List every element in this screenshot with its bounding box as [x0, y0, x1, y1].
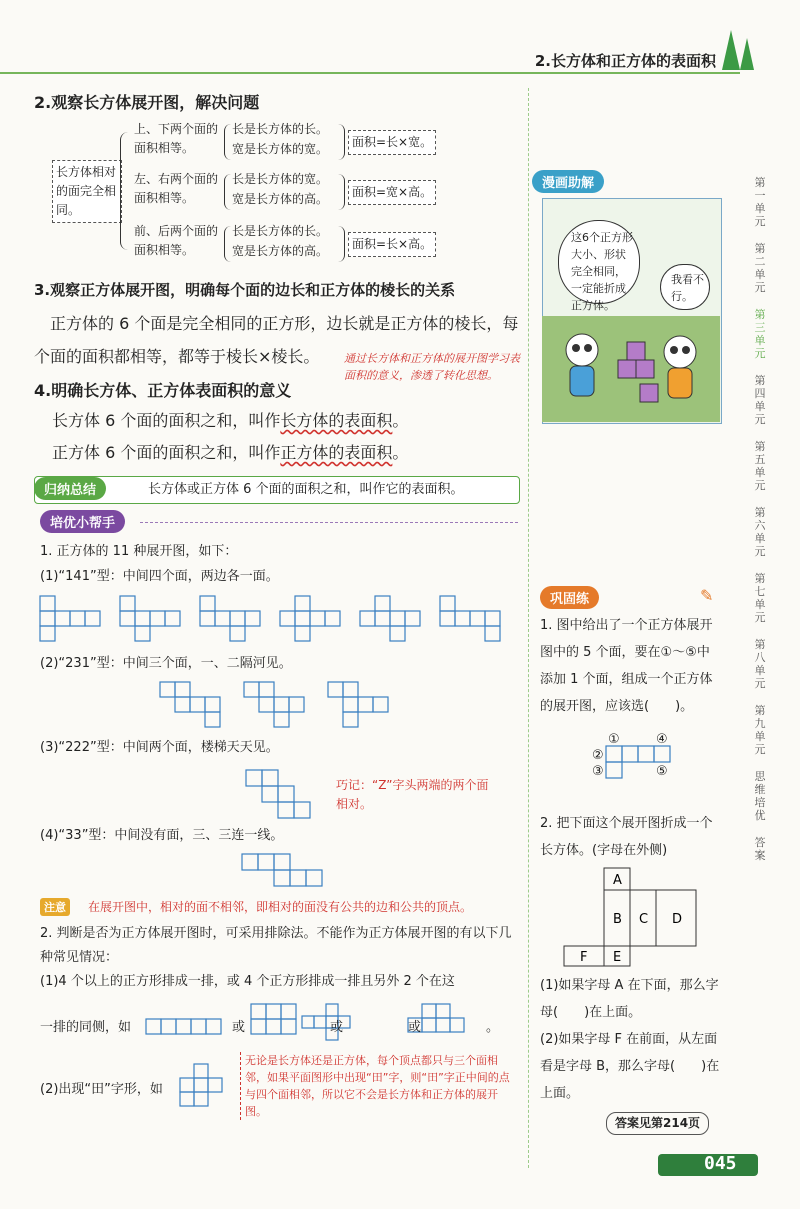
net-square	[135, 611, 150, 626]
net-square	[274, 870, 290, 886]
net-square	[295, 626, 310, 641]
question-2b: (2)如果字母 F 在前面，从左面看是字母 B，那么字母( )在上面。	[540, 1032, 720, 1101]
net-square	[289, 697, 304, 712]
net-square	[251, 1019, 266, 1034]
net-square	[246, 770, 262, 786]
net-square	[328, 682, 343, 697]
net-square	[85, 611, 100, 626]
net-square	[281, 1019, 296, 1034]
net-square	[205, 712, 220, 727]
net-square	[360, 611, 375, 626]
net-square	[258, 854, 274, 870]
q1-net-diagram	[586, 726, 698, 798]
net-square	[266, 1019, 281, 1034]
tree-icon	[722, 30, 740, 70]
net-square	[200, 596, 215, 611]
net-square	[242, 854, 258, 870]
net-square	[436, 1004, 450, 1018]
row-line1: 长是长方体的宽。	[232, 172, 329, 186]
practice-tag: 巩固练	[540, 586, 599, 609]
face-letter: F	[580, 950, 588, 965]
comic-tag: 漫画助解	[532, 170, 604, 193]
net-square	[161, 1019, 176, 1034]
side-tab[interactable]: 答案	[754, 836, 766, 862]
net-square	[120, 611, 135, 626]
net-square	[375, 596, 390, 611]
net-square	[440, 611, 455, 626]
tip-note: 巧记：“Z”字头两端的两个面相对。	[336, 778, 489, 811]
net-square	[485, 626, 500, 641]
net-square	[295, 596, 310, 611]
net-square	[455, 611, 470, 626]
net-square	[281, 1004, 296, 1019]
speech-bubble: 这6个正方形大小、形状完全相同，一定能折成正方体。	[558, 220, 640, 304]
net-square	[40, 611, 55, 626]
brace	[224, 226, 231, 262]
case-2: (2)出现“田”字形，如	[40, 1082, 163, 1097]
net-square	[194, 1064, 208, 1078]
net-square	[343, 712, 358, 727]
net-square	[194, 1092, 208, 1106]
pair-text: 前、后两个面的面积相等。	[134, 224, 219, 257]
net-square	[290, 870, 306, 886]
net-square	[259, 682, 274, 697]
net-square	[390, 626, 405, 641]
net-square	[622, 746, 638, 762]
net-square	[266, 1004, 281, 1019]
side-tab[interactable]: 第四单元	[754, 374, 766, 426]
net-square	[200, 611, 215, 626]
option-label: ③	[592, 764, 604, 779]
net-square	[160, 682, 175, 697]
side-tab[interactable]: 第一单元	[754, 176, 766, 228]
net-square	[606, 746, 622, 762]
net-square	[343, 697, 358, 712]
note-tag: 注意	[40, 898, 70, 916]
definition-end: 。	[392, 443, 409, 462]
net-square	[274, 712, 289, 727]
net-square	[280, 611, 295, 626]
net-square	[208, 1078, 222, 1092]
net-square	[606, 762, 622, 778]
or-text: 或	[330, 1020, 344, 1035]
helper-rule	[140, 522, 518, 523]
net-square	[390, 611, 405, 626]
page-number: 045	[704, 1153, 737, 1174]
net-square	[120, 596, 135, 611]
side-tab[interactable]: 思维培优	[754, 770, 766, 822]
net-square	[165, 611, 180, 626]
net-square	[343, 682, 358, 697]
face-letter: B	[613, 912, 622, 927]
net-square	[440, 596, 455, 611]
net-square	[375, 611, 390, 626]
net-square	[325, 611, 340, 626]
section-4-title: 4.明确长方体、正方体表面积的意义	[34, 381, 292, 400]
section-2-title: 2.观察长方体展开图，解决问题	[34, 93, 260, 112]
face-letter: A	[613, 873, 622, 888]
net-square	[191, 1019, 206, 1034]
side-tab[interactable]: 第七单元	[754, 572, 766, 624]
net-square	[422, 1018, 436, 1032]
row-line2: 宽是长方体的宽。	[232, 142, 329, 156]
helper-tag: 培优小帮手	[40, 510, 125, 533]
net-square	[274, 697, 289, 712]
net-square	[638, 746, 654, 762]
invalid-nets-diagram	[146, 1004, 494, 1050]
net-square	[205, 697, 220, 712]
case-1b: 一排的同侧，如	[40, 1020, 132, 1035]
end-text: 。	[486, 1020, 500, 1035]
net-square	[373, 697, 388, 712]
side-tab[interactable]: 第八单元	[754, 638, 766, 690]
net-square	[135, 626, 150, 641]
net-square	[262, 786, 278, 802]
net-square	[358, 697, 373, 712]
brace	[338, 124, 345, 160]
pair-text: 左、右两个面的面积相等。	[134, 172, 219, 205]
side-tab[interactable]: 第二单元	[754, 242, 766, 294]
definition-text: 正方体 6 个面的面积之和，叫作	[52, 443, 281, 462]
formula-box: 面积=长×宽。	[348, 130, 436, 155]
net-square	[274, 854, 290, 870]
type-33: (4)“33”型：中间没有面，三、三连一线。	[40, 828, 284, 843]
row-line1: 长是长方体的长。	[232, 122, 329, 136]
brace	[224, 174, 231, 210]
net-square	[40, 626, 55, 641]
net-square	[302, 1016, 314, 1028]
net-square	[654, 746, 670, 762]
net-square	[251, 1004, 266, 1019]
speech-bubble: 我看不行。	[660, 264, 710, 310]
definition-term: 正方体的表面积	[280, 443, 393, 462]
q2-net-diagram	[560, 868, 720, 968]
option-label: ①	[608, 732, 620, 747]
net-square	[55, 611, 70, 626]
brace	[224, 124, 231, 160]
net-square	[175, 697, 190, 712]
net-square	[436, 1018, 450, 1032]
brace	[120, 132, 129, 250]
net-square	[146, 1019, 161, 1034]
net-33-diagram	[240, 852, 350, 888]
definition-term: 长方体的表面积	[280, 411, 393, 430]
tian-note: 无论是长方体还是正方体，每个顶点都只与三个面相邻，如果平面图形中出现“田”字，则“田”字正中间的点与四个面相邻，所以它不会是长方体和正方体的展开图。	[240, 1052, 515, 1120]
nets-141-diagram	[40, 592, 520, 648]
type-231: (2)“231”型：中间三个面，一、二隔河见。	[40, 656, 292, 671]
net-square	[190, 697, 205, 712]
or-text: 或	[232, 1020, 246, 1035]
tree-icon	[740, 38, 754, 70]
net-square	[422, 1004, 436, 1018]
summary-text: 长方体或正方体 6 个面的面积之和，叫作它的表面积。	[148, 482, 464, 497]
case-1a: (1)4 个以上的正方形排成一排，或 4 个正方形排成一排且另外 2 个在这	[40, 974, 455, 989]
option-label: ⑤	[656, 764, 668, 779]
option-label: ④	[656, 732, 668, 747]
net-square	[175, 682, 190, 697]
section-3-paragraph: 正方体的 6 个面是完全相同的正方形，边长就是正方体的棱长，每个面的面积都相等，都等于棱长×棱长。	[34, 314, 519, 366]
net-square	[194, 1078, 208, 1092]
face-letter: E	[613, 950, 622, 965]
net-square	[206, 1019, 221, 1034]
formula-box: 面积=宽×高。	[348, 180, 436, 205]
net-square	[314, 1016, 326, 1028]
net-square	[278, 786, 294, 802]
side-tab[interactable]: 第五单元	[754, 440, 766, 492]
net-square	[326, 1004, 338, 1016]
net-square	[278, 802, 294, 818]
brace	[338, 226, 345, 262]
nets-231-diagram	[160, 680, 420, 730]
definition-end: 。	[392, 411, 409, 430]
net-square	[470, 611, 485, 626]
net-square	[180, 1092, 194, 1106]
type-141: (1)“141”型：中间四个面，两边各一面。	[40, 569, 279, 584]
net-square	[230, 611, 245, 626]
formula-box: 面积=长×高。	[348, 232, 436, 257]
net-222-diagram	[244, 768, 314, 820]
side-tab[interactable]: 第九单元	[754, 704, 766, 756]
definition-line	[52, 440, 408, 463]
net-square	[405, 611, 420, 626]
net-square	[176, 1019, 191, 1034]
question-1: 1. 图中给出了一个正方体展开图中的 5 个面，要在①～⑤中添加 1 个面，组成一个正方体的展开图，应该选( )。	[540, 618, 713, 714]
net-square	[306, 870, 322, 886]
face-letter: C	[639, 912, 649, 927]
question-2a: (1)如果字母 A 在下面，那么字母( )在上面。	[540, 978, 719, 1020]
helper-p2: 2. 判断是否为正方体展开图时，可采用排除法。不能作为正方体展开图的有以下几种常见情况：	[40, 926, 512, 965]
pair-text: 上、下两个面的面积相等。	[134, 122, 219, 155]
row-line2: 宽是长方体的高。	[232, 244, 329, 258]
tian-net-diagram	[180, 1064, 220, 1124]
rabbits-illustration	[560, 330, 710, 410]
summary-tag: 归纳总结	[34, 477, 106, 500]
type-222: (3)“222”型：中间两个面，楼梯天天见。	[40, 740, 279, 755]
side-tab[interactable]: 第三单元	[754, 308, 766, 360]
definition-text: 长方体 6 个面的面积之和，叫作	[52, 411, 281, 430]
net-square	[230, 626, 245, 641]
face-letter: D	[672, 912, 683, 927]
net-square	[294, 802, 310, 818]
row-line2: 宽是长方体的高。	[232, 192, 329, 206]
net-square	[310, 611, 325, 626]
or-text: 或	[408, 1020, 422, 1035]
net-square	[295, 611, 310, 626]
side-note: 通过长方体和正方体的展开图学习表面积的意义，渗透了转化思想。	[344, 352, 520, 382]
net-square	[180, 1078, 194, 1092]
left-summary-box: 长方体相对的面完全相同。	[52, 160, 122, 223]
row-line1: 长是长方体的长。	[232, 224, 329, 238]
net-square	[259, 697, 274, 712]
net-square	[244, 682, 259, 697]
page-title: 2.长方体和正方体的表面积	[534, 52, 716, 70]
net-square	[450, 1018, 464, 1032]
net-square	[40, 596, 55, 611]
section-3-title: 3.观察正方体展开图，明确每个面的边长和正方体的棱长的关系	[34, 281, 456, 299]
brace	[338, 174, 345, 210]
answer-link[interactable]: 答案见第214页	[606, 1112, 709, 1135]
net-square	[215, 611, 230, 626]
net-square	[245, 611, 260, 626]
pencil-icon: ✎	[700, 586, 714, 605]
note-text: 在展开图中，相对的面不相邻，即相对的面没有公共的边和公共的顶点。	[88, 900, 473, 914]
net-square	[485, 611, 500, 626]
side-tab[interactable]: 第六单元	[754, 506, 766, 558]
option-label: ②	[592, 748, 604, 763]
net-square	[150, 611, 165, 626]
column-divider	[528, 88, 529, 1168]
net-square	[70, 611, 85, 626]
question-2: 2. 把下面这个展开图折成一个长方体。(字母在外侧)	[540, 816, 713, 858]
helper-p1: 1. 正方体的 11 种展开图，如下：	[40, 544, 238, 559]
net-square	[262, 770, 278, 786]
definition-line	[52, 408, 408, 431]
